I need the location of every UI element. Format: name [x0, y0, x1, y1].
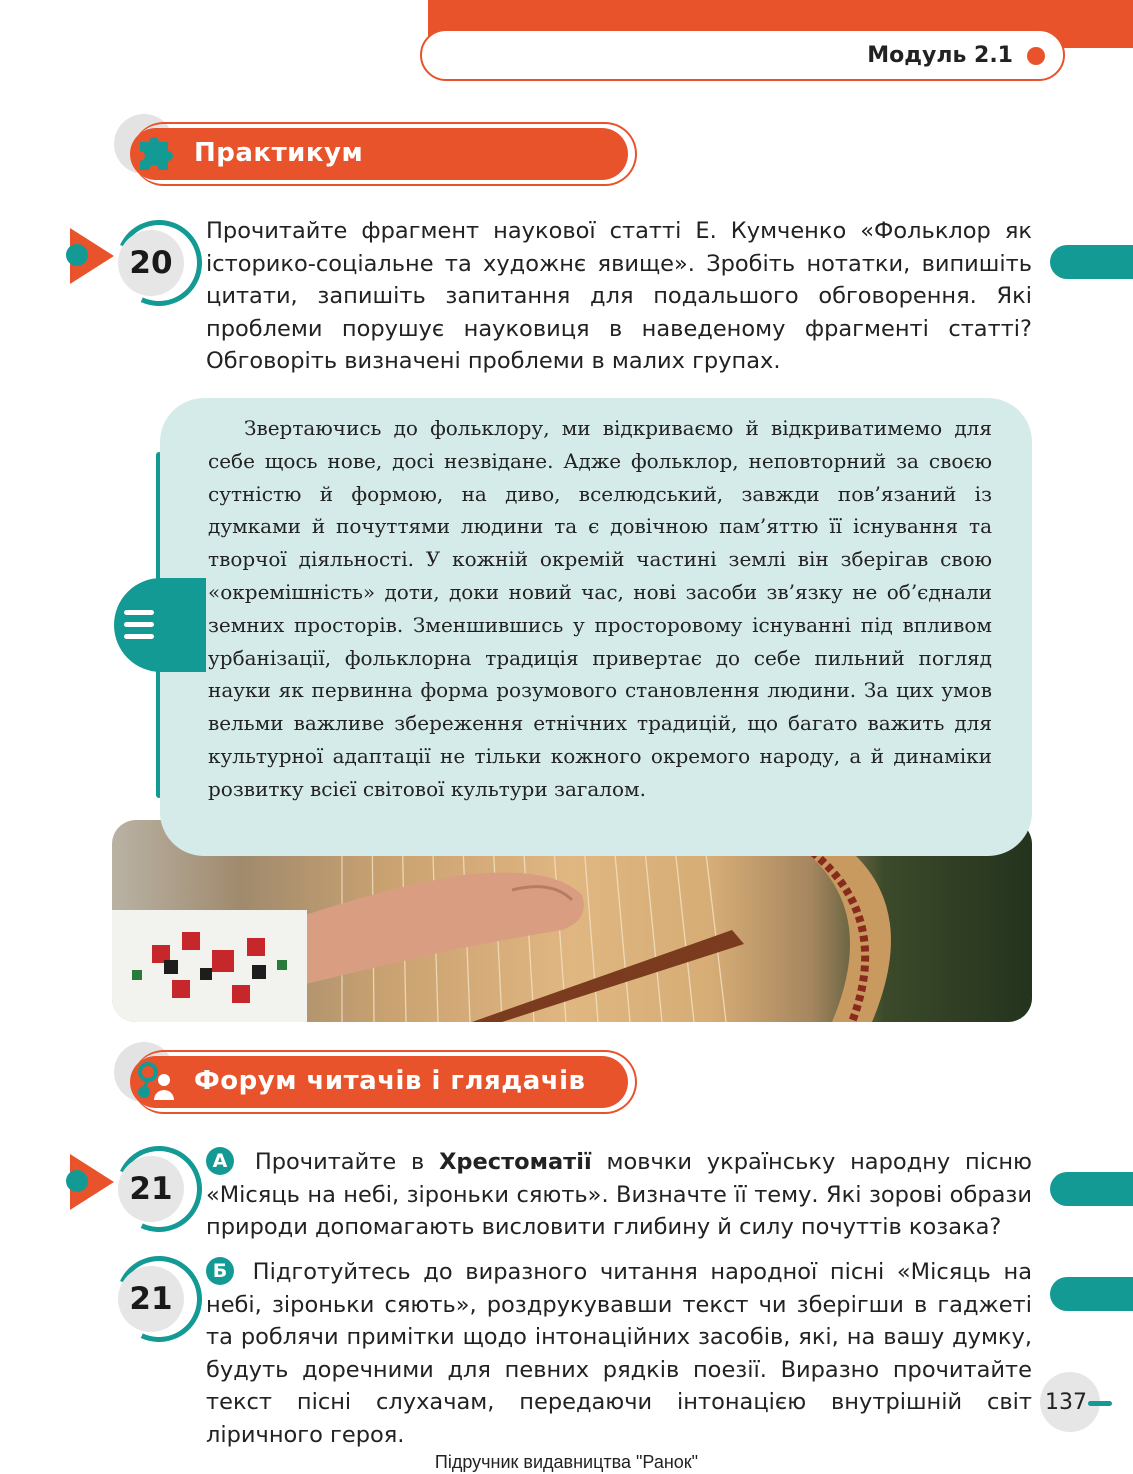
task-20-text: Прочитайте фрагмент наукової статті Е. Кумченко «Фольклор як історико-соціальне та художнє явище». Зробіть нотатки, випишіть цитати, запишіть запитання для подальшого обговорення. Які проблеми порушує науковиця в наведеному фрагменті статті? Обговоріть визначені проблеми в малих групах.	[206, 218, 1032, 374]
task-letter-badge: А	[206, 1147, 234, 1175]
task-number-21a	[110, 1146, 210, 1246]
puzzle-icon	[134, 130, 178, 174]
text-lines-icon	[114, 578, 206, 672]
task-21b-text	[206, 1256, 1032, 1451]
task-number-20	[110, 220, 210, 320]
section-title: Практикум	[194, 138, 364, 168]
people-network-icon	[134, 1058, 178, 1102]
task-21a-text-before: Прочитайте в	[240, 1149, 440, 1175]
module-dot	[1027, 47, 1045, 65]
marker-dot	[66, 1170, 88, 1192]
module-indicator	[420, 29, 1065, 81]
task-number: 21	[129, 1281, 173, 1317]
section-header-practicum	[112, 114, 642, 188]
page-number: 137	[1045, 1390, 1087, 1415]
publisher-footer: Підручник видавництва "Ранок"	[434, 1452, 699, 1472]
section-title: Форум читачів і глядачів	[194, 1066, 586, 1096]
task-number: 20	[129, 245, 173, 281]
task-21a-text-after: мовчки українську народну пісню «Місяць на небі, зіроньки сяють». Визначте її тему. Які зорові образи природи допомагають висловити глибину й силу почуттів козака?	[206, 1149, 1033, 1240]
task-number: 21	[129, 1171, 173, 1207]
section-header-forum	[112, 1042, 642, 1116]
marker-dot	[66, 244, 88, 266]
side-tab	[1050, 1277, 1133, 1311]
quote-body: Звертаючись до фольклору, ми відкриваємо й відкриватимемо для себе щось нове, досі незвідане. Адже фольклор, неповторний за своєю сутністю й формою, на диво, вселюдський, завжди пов’язаний із думками й почуттями людини та є довічною пам’яттю її існування та творчої діяльності. У кожній окремій частині землі він зберігав свою «окремішність» доти, доки новий час, нові засоби зв’язку не об’єднали земних просторів. Зменшившись у просторовому існуванні під впливом урбанізації, фольклорна традиція привертає до себе пильний погляд науки як первинна форма розумового становлення людини. За цих умов вельми важливе збереження етнічних традицій, що багато важить для культурної адаптації не тільки кожного окремого народу, а й динаміки розвитку всієї світової культури загалом.	[208, 416, 992, 801]
page-number-dash	[1088, 1401, 1112, 1406]
side-tab	[1050, 245, 1133, 279]
task-letter-badge: Б	[206, 1257, 234, 1285]
task-number-21b	[110, 1256, 210, 1356]
module-title: Модуль 2.1	[867, 43, 1013, 68]
side-tab	[1050, 1172, 1133, 1206]
task-21b-body: Підготуйтесь до виразного читання народної пісні «Місяць на небі, зіроньки сяють», роздрукувавши текст чи зберігши в гаджеті та роблячи примітки щодо інтонаційних засобів, які, на вашу думку, будуть доречними для певних рядків поезії. Виразно прочитайте текст пісні слухачам, передаючи інтонацією внутрішній світ ліричного героя.	[206, 1259, 1032, 1448]
anthology-reference: Хрестоматії	[439, 1149, 592, 1175]
quote-text	[208, 412, 992, 806]
quote-box	[160, 398, 1032, 856]
task-21a-text	[206, 1146, 1032, 1244]
